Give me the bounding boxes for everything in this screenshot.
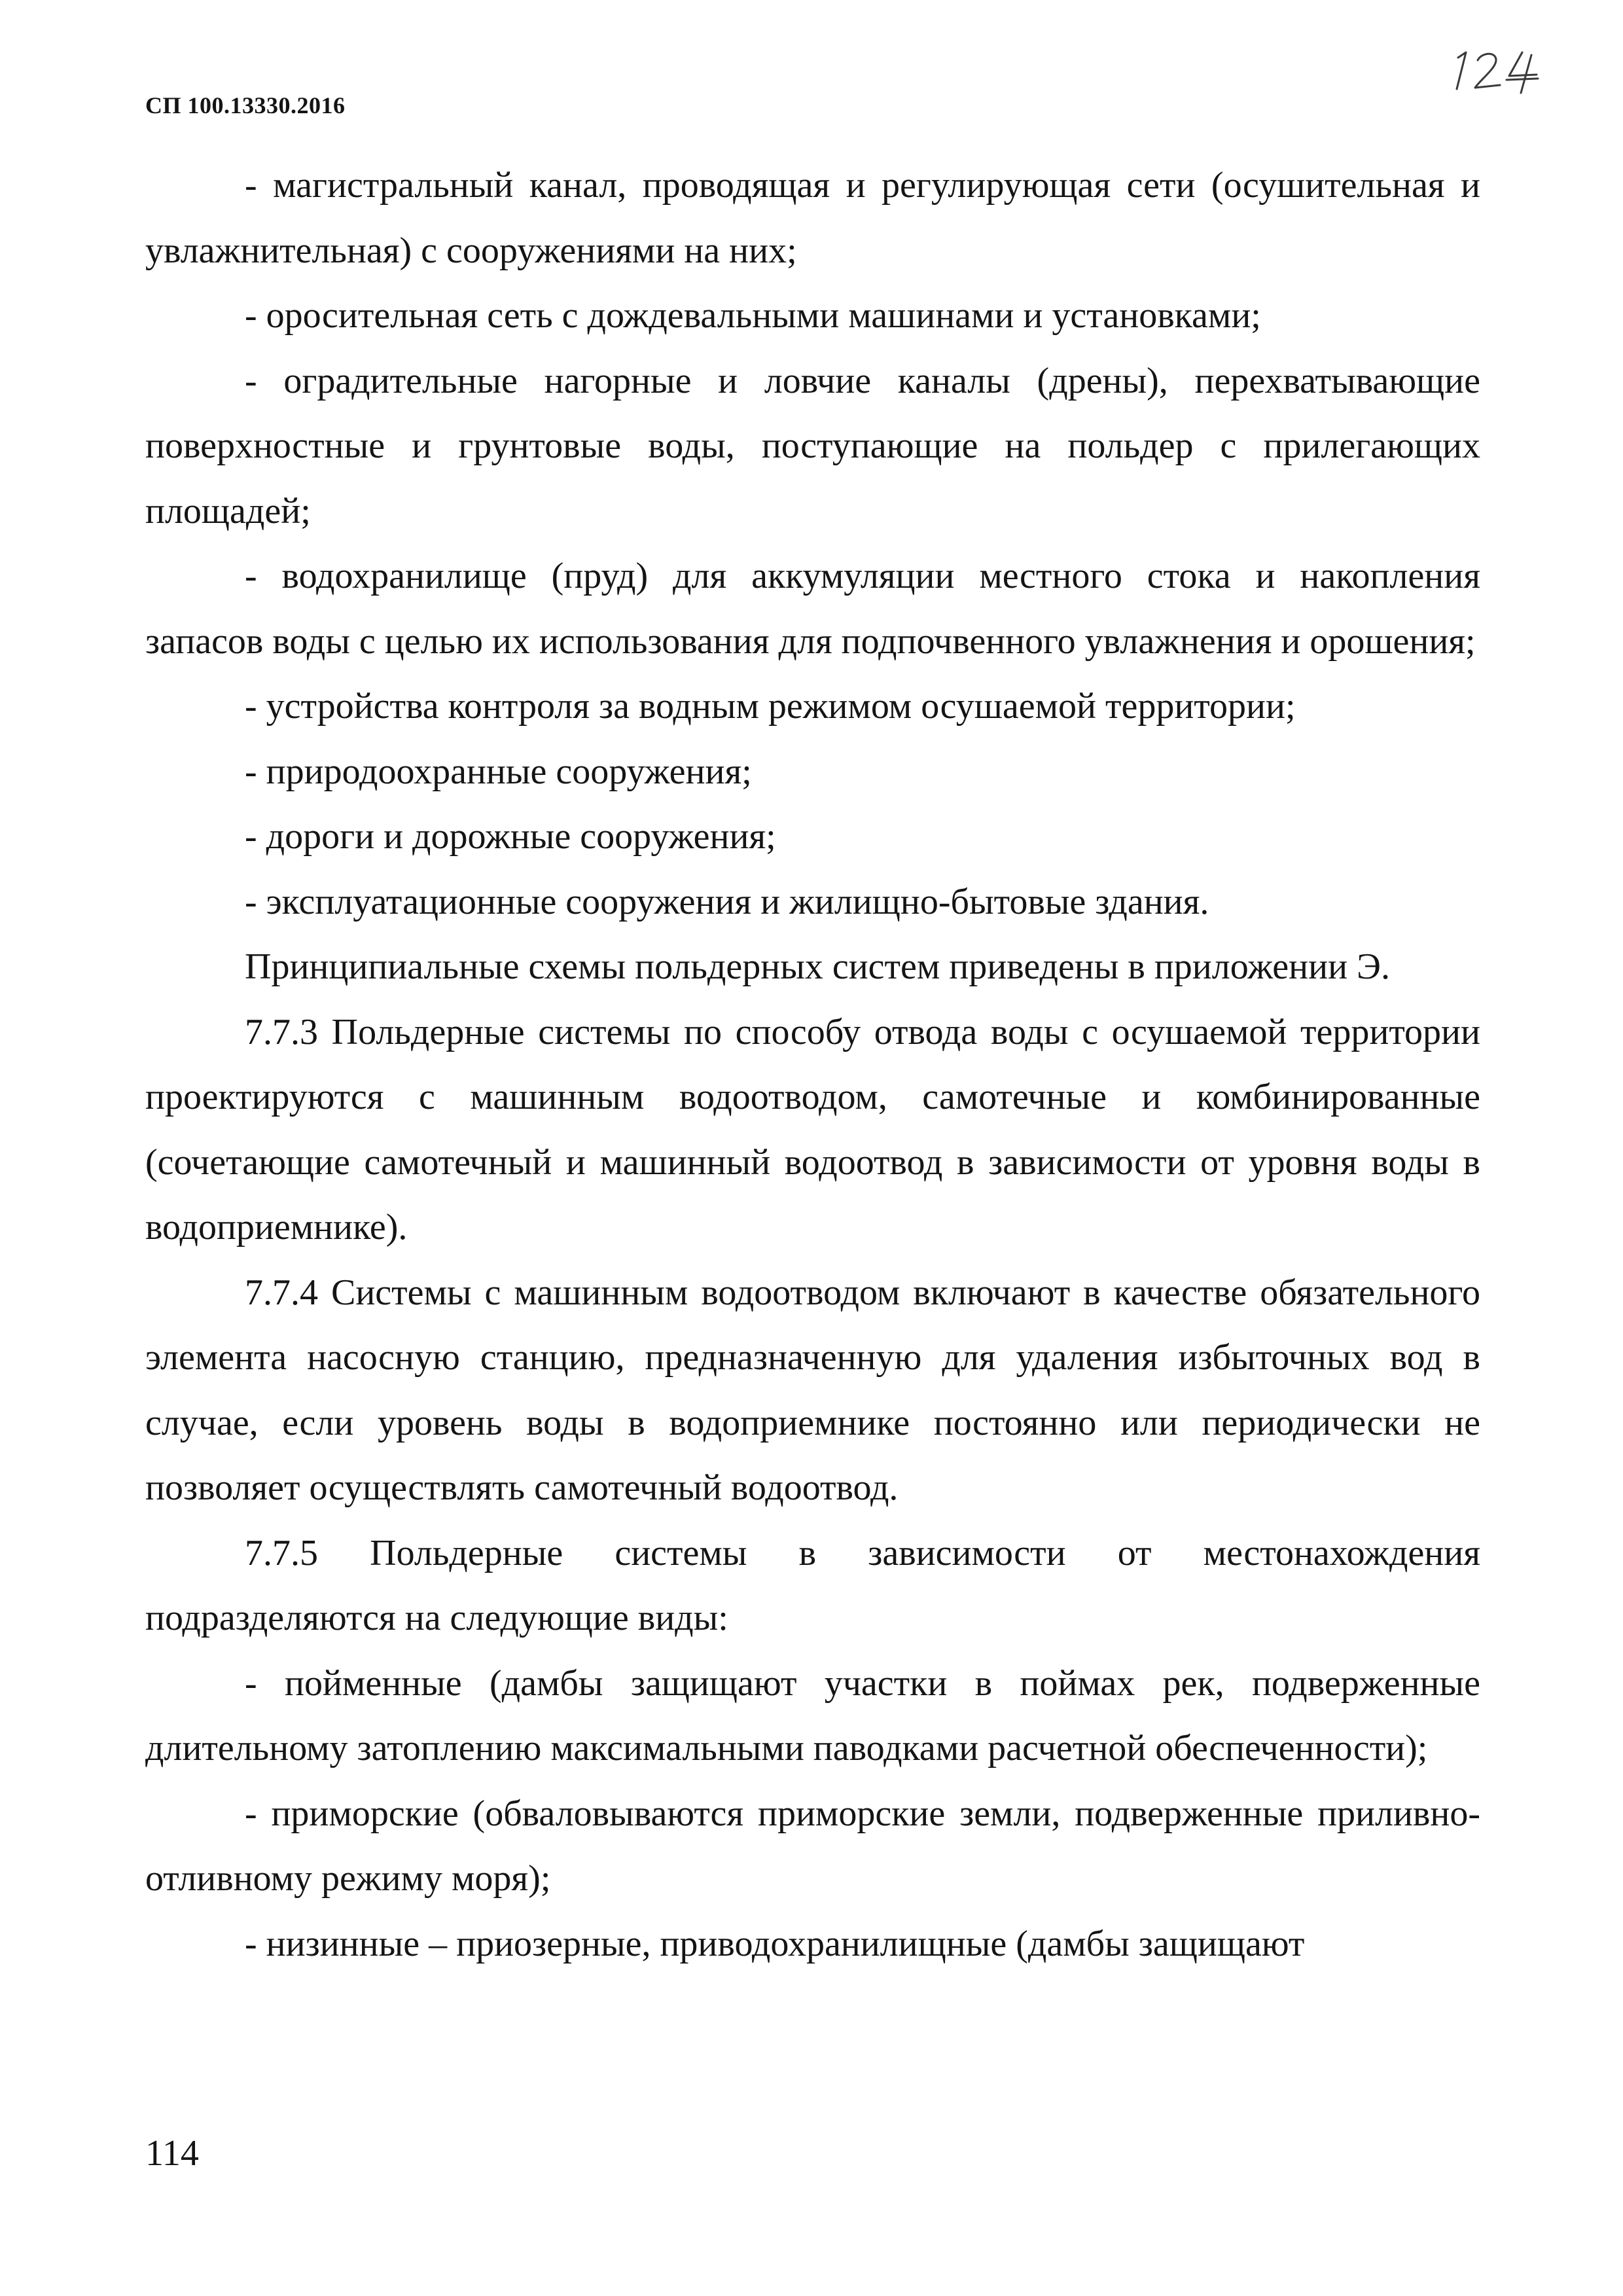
paragraph: - устройства контроля за водным режимом осушаемой территории;: [245, 686, 1296, 726]
paragraph: 7.7.3 Польдерные системы по способу отвода воды с осушаемой территории проектируются с машинным водоотводом, самотечные и комбинированные (сочетающие самотечный и машинный водоотвод в зависимости от уровня воды в водоприемнике).: [145, 1011, 1480, 1247]
handwritten-page-mark: [1440, 38, 1571, 97]
paragraph: - пойменные (дамбы защищают участки в поймах рек, подверженные длительному затоплению максимальными паводками расчетной обеспеченности);: [145, 1662, 1480, 1768]
paragraph: 7.7.5 Польдерные системы в зависимости от местонахождения подразделяются на следующие виды:: [145, 1532, 1480, 1638]
paragraph: 7.7.4 Системы с машинным водоотводом включают в качестве обязательного элемента насосную станцию, предназначенную для удаления избыточных вод в случае, если уровень воды в водоприемнике постоянно или периодически не позволяет осуществлять самотечный водоотвод.: [145, 1272, 1480, 1508]
paragraph: - эксплуатационные сооружения и жилищно-бытовые здания.: [245, 881, 1209, 922]
paragraph: - дороги и дорожные сооружения;: [245, 816, 776, 857]
paragraph: - магистральный канал, проводящая и регулирующая сети (осушительная и увлажнительная) с сооружениями на них;: [145, 165, 1480, 271]
document-code: СП 100.13330.2016: [145, 92, 346, 118]
paragraph: - водохранилище (пруд) для аккумуляции местного стока и накопления запасов воды с целью их использования для подпочвенного увлажнения и орошения;: [145, 556, 1480, 662]
paragraph: - оросительная сеть с дождевальными машинами и установками;: [245, 295, 1261, 336]
paragraph: - природоохранные сооружения;: [245, 751, 752, 792]
body-text: [145, 153, 1480, 1977]
paragraph: - низинные – приозерные, приводохранилищные (дамбы защищают: [245, 1923, 1305, 1964]
paragraph: Принципиальные схемы польдерных систем приведены в приложении Э.: [245, 946, 1390, 987]
paragraph: - приморские (обваловываются приморские земли, подверженные приливно-отливному режиму моря);: [145, 1793, 1480, 1899]
paragraph: - оградительные нагорные и ловчие каналы (дрены), перехватывающие поверхностные и грунтовые воды, поступающие на польдер с прилегающих площадей;: [145, 360, 1480, 531]
page-number: 114: [145, 2133, 199, 2174]
